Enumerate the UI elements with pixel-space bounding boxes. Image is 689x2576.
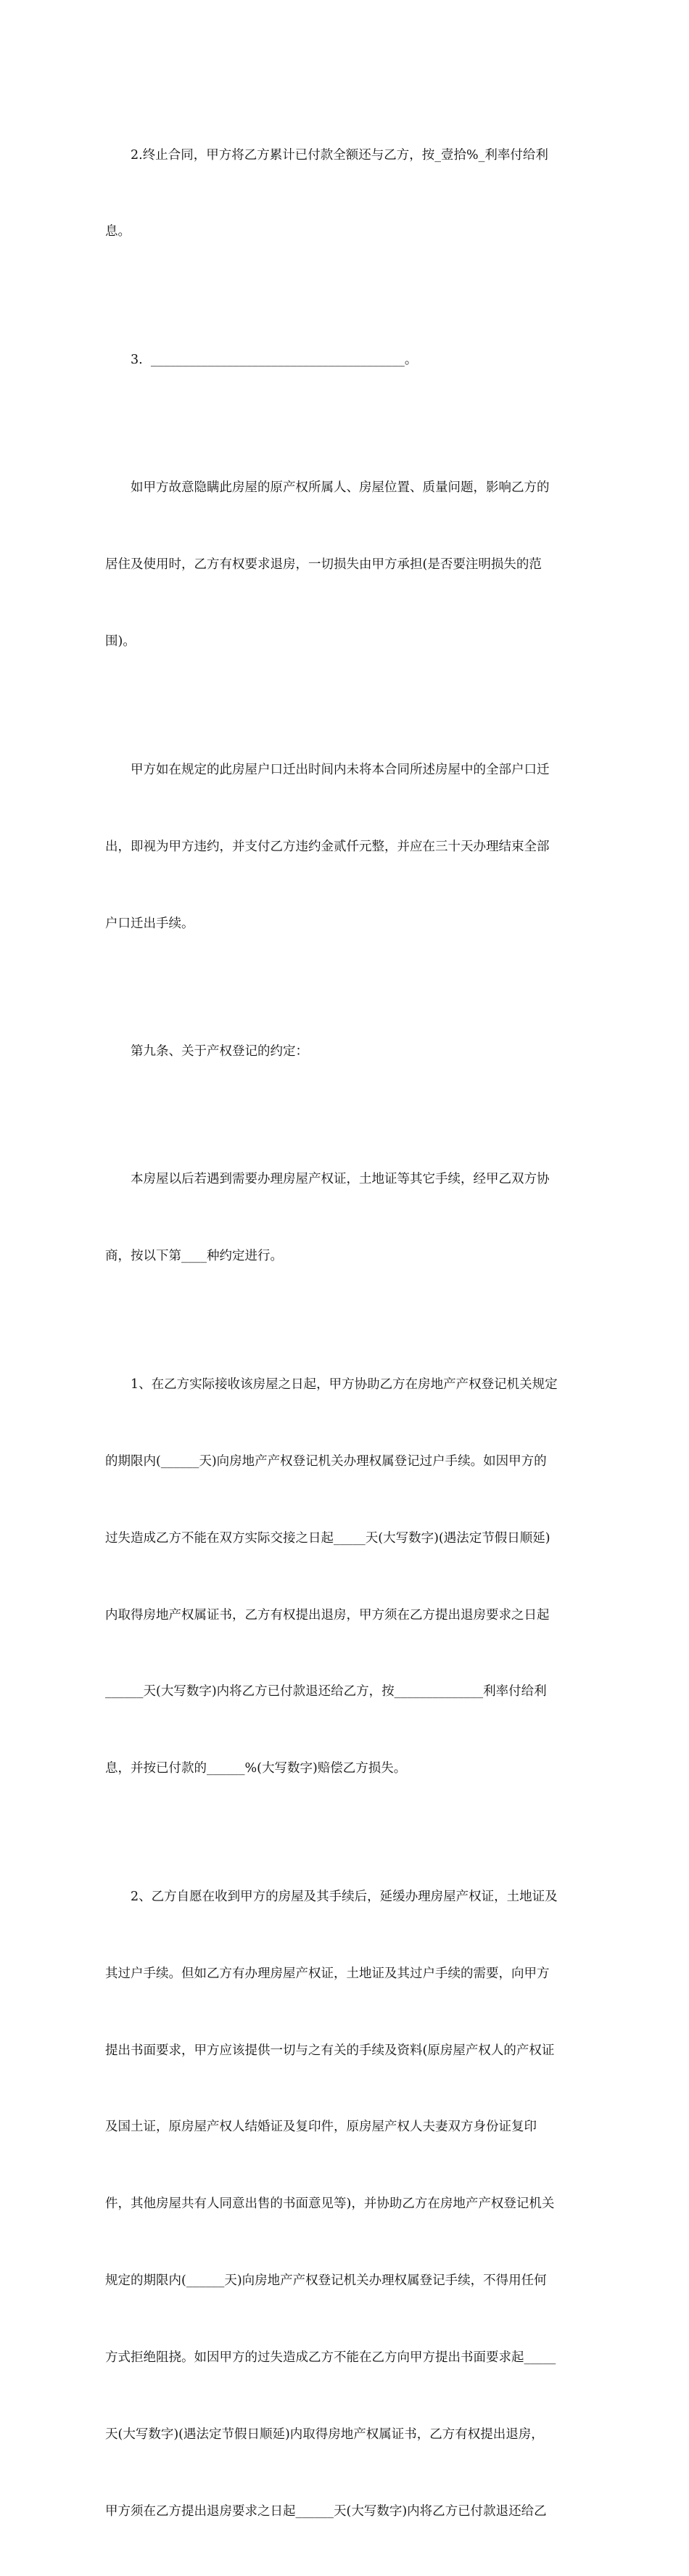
text-line: 的期限内(______天)向房地产产权登记机关办理权属登记过户手续。如因甲方的 <box>105 1453 547 1469</box>
text-line: 2、乙方自愿在收到甲方的房屋及其手续后，延缓办理房屋产权证，土地证及 <box>131 1889 558 1904</box>
text-line: 1、在乙方实际接收该房屋之日起，甲方协助乙方在房地产产权登记机关规定 <box>131 1377 558 1392</box>
article-9-heading <box>105 988 587 1115</box>
text-line: 规定的期限内(______天)向房地产产权登记机关办理权属登记手续，不得用任何 <box>105 2273 547 2289</box>
text-line: 如甲方故意隐瞒此房屋的原产权所属人、房屋位置、质量问题，影响乙方的 <box>131 480 550 496</box>
text-line: ______天(大写数字)内将乙方已付款退还给乙方，按______________利率付给利 <box>105 1684 547 1699</box>
clause-2-terminate-paragraph <box>105 91 587 296</box>
text-line: 商，按以下第____种约定进行。 <box>105 1249 283 1264</box>
text-line: 件，其他房屋共有人同意出售的书面意见等)，并协助乙方在房地产产权登记机关 <box>105 2196 555 2212</box>
text-line: 3. ________________________________________。 <box>131 352 418 367</box>
text-line: 围)。 <box>105 634 136 649</box>
text-line: 甲方须在乙方提出退房要求之日起______天(大写数字)内将乙方已付款退还给乙 <box>105 2503 547 2519</box>
text-line: 方式拒绝阻挠。如因甲方的过失造成乙方不能在乙方向甲方提出书面要求起_____ <box>105 2350 556 2366</box>
clause-3-blank-paragraph <box>105 296 587 424</box>
text-line: 出，即视为甲方违约，并支付乙方违约金贰仟元整，并应在三十天办理结束全部 <box>105 839 550 854</box>
text-line: 甲方如在规定的此房屋户口迁出时间内未将本合同所述房屋中的全部户口迁 <box>131 762 550 777</box>
option-1-paragraph <box>105 1321 587 1833</box>
text-line: 2.终止合同，甲方将乙方累计已付款全额还与乙方，按_壹拾%_利率付给利 <box>131 147 548 163</box>
text-line: 本房屋以后若遇到需要办理房屋产权证，土地证等其它手续，经甲乙双方协 <box>131 1172 550 1187</box>
text-line: 过失造成乙方不能在双方实际交接之日起_____天(大写数字)(遇法定节假日顺延) <box>105 1530 550 1546</box>
text-line: 其过户手续。但如乙方有办理房屋产权证，土地证及其过户手续的需要，向甲方 <box>105 1966 550 1981</box>
text-line: 户口迁出手续。 <box>105 916 194 931</box>
concealment-paragraph <box>105 424 587 706</box>
text-line: 息，并按已付款的______%(大写数字)赔偿乙方损失。 <box>105 1761 407 1776</box>
article-9-intro-paragraph <box>105 1116 587 1321</box>
text-line: 提出书面要求，甲方应该提供一切与之有关的手续及资料(原房屋产权人的产权证 <box>105 2043 555 2058</box>
text-line: 息。 <box>105 224 131 239</box>
text-line: 及国土证，原房屋产权人结婚证及复印件，原房屋产权人夫妻双方身份证复印 <box>105 2120 537 2135</box>
household-registration-paragraph <box>105 706 587 988</box>
section-heading: 第九条、关于产权登记的约定： <box>131 1043 308 1059</box>
text-line: 内取得房地产权属证书，乙方有权提出退房，甲方须在乙方提出退房要求之日起 <box>105 1607 550 1623</box>
text-line: 天(大写数字)(遇法定节假日顺延)内取得房地产权属证书，乙方有权提出退房， <box>105 2427 544 2442</box>
text-line: 居住及使用时，乙方有权要求退房，一切损失由甲方承担(是否要注明损失的范 <box>105 557 542 573</box>
document-body <box>105 91 587 2576</box>
option-2-paragraph <box>105 1833 587 2576</box>
